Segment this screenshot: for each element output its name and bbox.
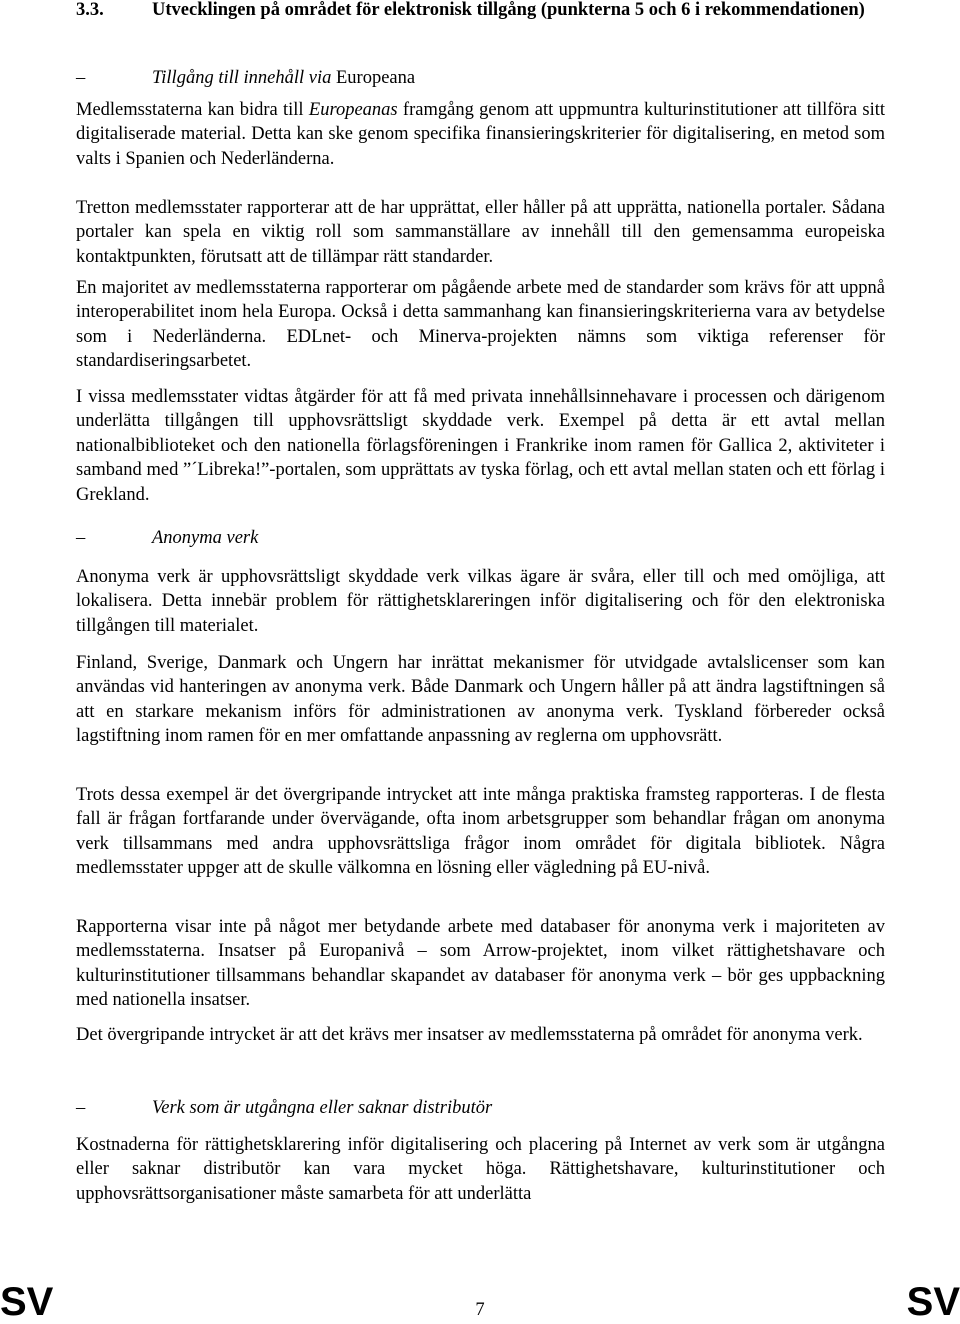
section-number: 3.3. (76, 0, 104, 20)
section-title: Utvecklingen på området för elektronisk tillgång (punkterna 5 och 6 i rekommendationen) (152, 0, 865, 20)
language-code-left: SV (0, 1280, 54, 1324)
paragraph-7: Trots dessa exempel är det övergripande intrycket att inte många praktiska framsteg rapporteras. I de flesta fall är frågan fortfarande under övervägande, ofta inom arbetsgrupper som behandlar frågan om anonyma verk tillsammans med andra upphovsrättsliga frågor inom området för digitala bibliotek. Några medlemsstater uppger att de skulle välkomna en lösning eller vägledning på EU-nivå. (76, 784, 885, 878)
paragraph-2: Tretton medlemsstater rapporterar att de har upprättat, eller håller på att upprätta, nationella portaler. Sådana portaler kan spela en viktig roll som sammanställare av innehåll till den gemensamma europeiska kontaktpunkten, förutsatt att de tillämpar rätt standarder. (76, 197, 885, 267)
paragraph-10: Kostnaderna för rättighetsklarering inför digitalisering och placering på Internet av verk som är utgångna eller saknar distributör kan vara mycket höga. Rättighetshavare, kulturinstitutioner och upphovsrättsorganisationer måste samarbeta för att underlätta (76, 1134, 885, 1204)
subheading-plain: Europeana (331, 68, 416, 88)
subheading-italic: Tillgång till innehåll via (152, 68, 332, 88)
paragraph-3: En majoritet av medlemsstaterna rapporterar om pågående arbete med de standarder som krävs för att uppnå interoperabilitet inom hela Europa. Också i detta sammanhang kan finansieringskriterierna vara av betydelse som i Nederländerna. EDLnet- och Minerva-projekten nämns som viktiga referenser för standardiseringsarbetet. (76, 277, 885, 371)
paragraph-9: Det övergripande intrycket är att det krävs mer insatser av medlemsstaterna på området för anonyma verk. (76, 1024, 863, 1045)
subheading-anonyma-verk (76, 526, 885, 551)
page-number: 7 (475, 1300, 485, 1320)
language-code-right: SV (906, 1280, 960, 1324)
subheading-italic: Verk som är utgångna eller saknar distributör (152, 1098, 493, 1118)
dash-bullet: – (76, 1098, 86, 1118)
dash-bullet: – (76, 528, 86, 548)
section-heading (76, 0, 885, 23)
dash-bullet: – (76, 68, 86, 88)
subheading-europeana (76, 66, 885, 91)
paragraph-5: Anonyma verk är upphovsrättsligt skyddade verk vilkas ägare är svåra, eller till och med omöjliga, att lokalisera. Detta innebär problem för rättighetsklareringen inför digitalisering och för den elektroniska tillgången till materialet. (76, 566, 885, 636)
paragraph-4: I vissa medlemsstater vidtas åtgärder för att få med privata innehållsinnehavare i processen och därigenom underlätta tillgången till upphovsrättsligt skyddade verk. Exempel på detta är ett avtal mellan nationalbiblioteket och den nationella förlagsföreningen i Frankrike inom ramen för Gallica 2, aktiviteter i samband med ”´Libreka!”-portalen, som upprättats av tyska förlag, och ett avtal mellan staten och ett förlag i Grekland. (76, 386, 885, 505)
subheading-italic: Anonyma verk (152, 528, 259, 548)
paragraph-8: Rapporterna visar inte på något mer betydande arbete med databaser för anonyma verk i majoriteten av medlemsstaterna. Insatser på Europanivå – som Arrow-projektet, inom vilket rättighetshavare och kulturinstitutioner tillsammans behandlar skapandet av databaser för anonyma verk – bör ges uppbackning med nationella insatser. (76, 916, 885, 1010)
paragraph-1: Medlemsstaterna kan bidra till Europeanas framgång genom att uppmuntra kulturinstitutioner att tillföra sitt digitaliserade material. Detta kan ske genom specifika finansieringskriterier för digitalisering, en metod som valts i Spanien och Nederländerna. (76, 99, 885, 169)
subheading-utgangna-verk (76, 1096, 885, 1121)
paragraph-6: Finland, Sverige, Danmark och Ungern har inrättat mekanismer för utvidgade avtalslicenser som kan användas vid hanteringen av anonyma verk. Både Danmark och Ungern håller på att ändra lagstiftningen så att en starkare mekanism införs för administrationen av anonyma verk. Tyskland förbereder också lagstiftning inom ramen för en mer omfattande anpassning av reglerna om upphovsrätt. (76, 652, 885, 746)
